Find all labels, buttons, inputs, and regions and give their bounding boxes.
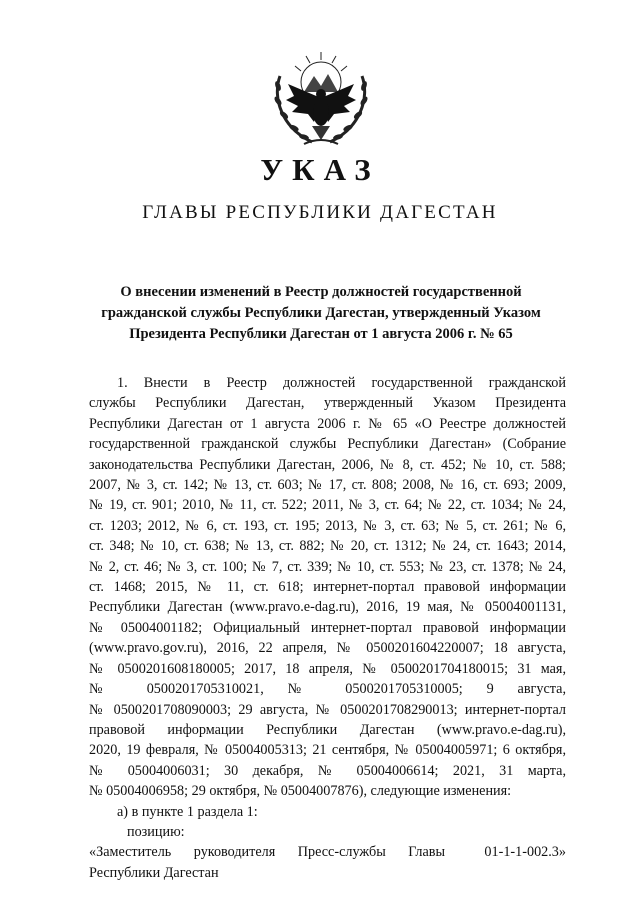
item-a: а) в пункте 1 раздела 1: (117, 803, 258, 820)
body-line: № 05004006031; 30 декабря, № 05004006614; 2021, 31 марта, (89, 762, 566, 779)
body-line: правовой информации Республики Дагестан (www.pravo.e-dag.ru), (89, 721, 566, 738)
body-line: (www.pravo.gov.ru), 2016, 22 апреля, № 0500201604220007; 18 августа, (89, 640, 566, 657)
body-line: № 05004001182; Официальный интернет-портал правовой информации (89, 619, 566, 636)
body-line: Республики Дагестан от 1 августа 2006 г. № 65 «О Реестре должностей (89, 415, 566, 432)
document-heading (90, 282, 552, 345)
body-line: ст. 1468; 2015, № 11, ст. 618; интернет-портал правовой информации (89, 579, 566, 596)
body-line: № 0500201608180005; 2017, 18 апреля, № 0500201704180015; 31 мая, (89, 660, 566, 677)
body-line: 1. Внести в Реестр должностей государственной гражданской (117, 375, 566, 391)
body-line: ст. 1203; 2012, № 6, ст. 193, ст. 195; 2013, № 3, ст. 63; № 5, ст. 261; № 6, (89, 517, 566, 534)
body-line: № 2, ст. 46; № 3, ст. 100; № 7, ст. 339; № 10, ст. 553; № 23, ст. 1378; № 24, (89, 558, 566, 575)
position-label: позицию: (127, 823, 185, 840)
body-line: № 0500201705310021, № 0500201705310005; 9 августа, (89, 681, 566, 698)
position-name-cont: Республики Дагестан (89, 864, 219, 881)
heading-line: О внесении изменений в Реестр должностей государственной (120, 284, 522, 300)
heading-line: гражданской службы Республики Дагестан, утвержденный Указом (101, 305, 541, 321)
document-subtitle: ГЛАВЫ РЕСПУБЛИКИ ДАГЕСТАН (142, 202, 498, 223)
body-line: законодательства Республики Дагестан, 2006, № 8, ст. 452; № 10, ст. 588; (89, 456, 566, 473)
body-line: 2007, № 3, ст. 142; № 13, ст. 603; № 17, ст. 808; 2008, № 16, ст. 693; 2009, (89, 477, 566, 494)
position-row (89, 842, 566, 862)
body-line: государственной гражданской службы Республики Дагестан» (Собрание (89, 436, 566, 453)
position-code: 01-1-1-002.3» (484, 844, 566, 861)
body-line: № 0500201708090003; 29 августа, № 0500201708290013; интернет-портал (89, 701, 566, 718)
heading-line: Президента Республики Дагестан от 1 августа 2006 г. № 65 (129, 326, 513, 342)
document-body (89, 373, 566, 883)
position-name: «Заместитель руководителя Пресс-службы Главы (89, 844, 445, 861)
body-line: службы Республики Дагестан, утвержденный Указом Президента (89, 395, 566, 412)
body-line: Республики Дагестан (www.pravo.e-dag.ru), 2016, 19 мая, № 05004001131, (89, 599, 566, 616)
body-line: № 05004006958; 29 октября, № 05004007876), следующие изменения: (89, 783, 512, 800)
coat-of-arms-icon (268, 46, 374, 150)
body-line: № 19, ст. 901; 2010, № 11, ст. 522; 2011, № 3, ст. 64; № 22, ст. 1034; № 24, (89, 497, 566, 514)
body-line: ст. 348; № 10, ст. 638; № 13, ст. 882; № 20, ст. 1312; № 24, ст. 1643; 2014, (89, 538, 566, 555)
document-title: УКАЗ (260, 152, 380, 187)
body-line: 2020, 19 февраля, № 05004005313; 21 сентября, № 05004005971; 6 октября, (89, 742, 566, 759)
